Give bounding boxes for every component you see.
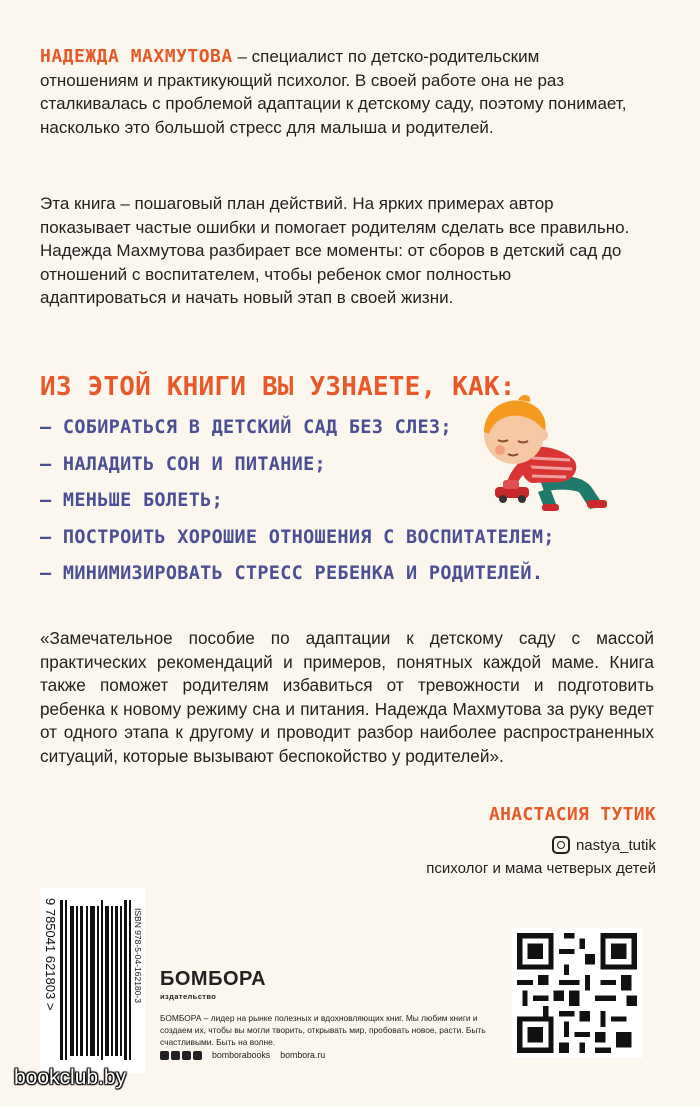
barcode-digits: 9 785041 621803 > — [43, 898, 58, 1011]
publisher-description: БОМБОРА – лидер на рынке полезных и вдохновляющих книг. Мы любим книги и создаем их, чтобы вы могли творить, открывать мир, пробовать новое, расти. Быть счастливыми. Быть на волне. — [160, 1013, 486, 1047]
child-with-toy-car-illustration — [462, 388, 617, 513]
list-item: – НАЛАДИТЬ СОН И ПИТАНИЕ; — [40, 453, 326, 475]
list-item: – МЕНЬШЕ БОЛЕТЬ; — [40, 490, 224, 511]
social-icon — [193, 1051, 202, 1060]
publisher-links — [160, 1050, 325, 1060]
list-item: – МИНИМИЗИРОВАТЬ СТРЕСС РЕБЕНКА И РОДИТЕЛЕЙ. — [40, 563, 544, 584]
instagram-handle: nastya_tutik — [575, 836, 656, 854]
list-item: – СОБИРАТЬСЯ В ДЕТСКИЙ САД БЕЗ СЛЕЗ; — [40, 417, 452, 438]
isbn-barcode — [40, 888, 145, 1073]
social-network-icons — [160, 1051, 202, 1060]
book-description: Эта книга – пошаговый план действий. На ярких примерах автор показывает частые ошибки и помогает родителям сделать все правильно. Надежда Махмутова разбирает все моменты: от сборов в детский сад до отношений с воспитателем, чтобы ребенок смог полностью адаптироваться и начать новый этап в своей жизни. — [40, 194, 630, 307]
reviewer-name: АНАСТАСИЯ ТУТИК — [488, 804, 656, 825]
reviewer-instagram[interactable] — [552, 836, 656, 854]
publisher-website[interactable]: bombora.ru — [280, 1050, 326, 1060]
qr-code — [512, 928, 642, 1058]
author-intro — [40, 45, 640, 139]
author-name: НАДЕЖДА МАХМУТОВА — [40, 46, 233, 67]
learn-heading: ИЗ ЭТОЙ КНИГИ ВЫ УЗНАЕТЕ, КАК: — [40, 372, 516, 402]
publisher-subtitle: издательство — [160, 992, 217, 1001]
social-icon — [160, 1051, 169, 1060]
isbn-text: ISBN 978-5-04-162180-3 — [133, 908, 143, 1003]
author-intro-text: – специалист по детско-родительским отношениям и практикующий психолог. В своей работе она не раз сталкивалась с проблемой адаптации к детскому саду, поэтому понимает, насколько это большой стресс для малыша и родителей. — [40, 47, 627, 137]
reviewer-role: психолог и мама четверых детей — [426, 860, 656, 877]
list-item: – ПОСТРОИТЬ ХОРОШИЕ ОТНОШЕНИЯ С ВОСПИТАТЕЛЕМ; — [40, 526, 555, 548]
instagram-icon — [552, 836, 570, 854]
publisher-social-handle[interactable]: bomborabooks — [212, 1050, 271, 1060]
social-icon — [171, 1051, 180, 1060]
review-quote: «Замечательное пособие по адаптации к детскому саду с массой практических рекомендаций и примеров, понятных каждой маме. Книга также поможет родителям избавиться от тревожности и подготовить ребенка к новому режиму сна и питания. Надежда Махмутова за руку ведет от одного этапа к другому и проводит разбор наиболее распространенных ситуаций, которые вызывают беспокойство у родителей». — [40, 628, 654, 766]
watermark: bookclub.by — [14, 1066, 127, 1089]
social-icon — [182, 1051, 191, 1060]
publisher-logo: БОМБОРА — [160, 968, 267, 990]
